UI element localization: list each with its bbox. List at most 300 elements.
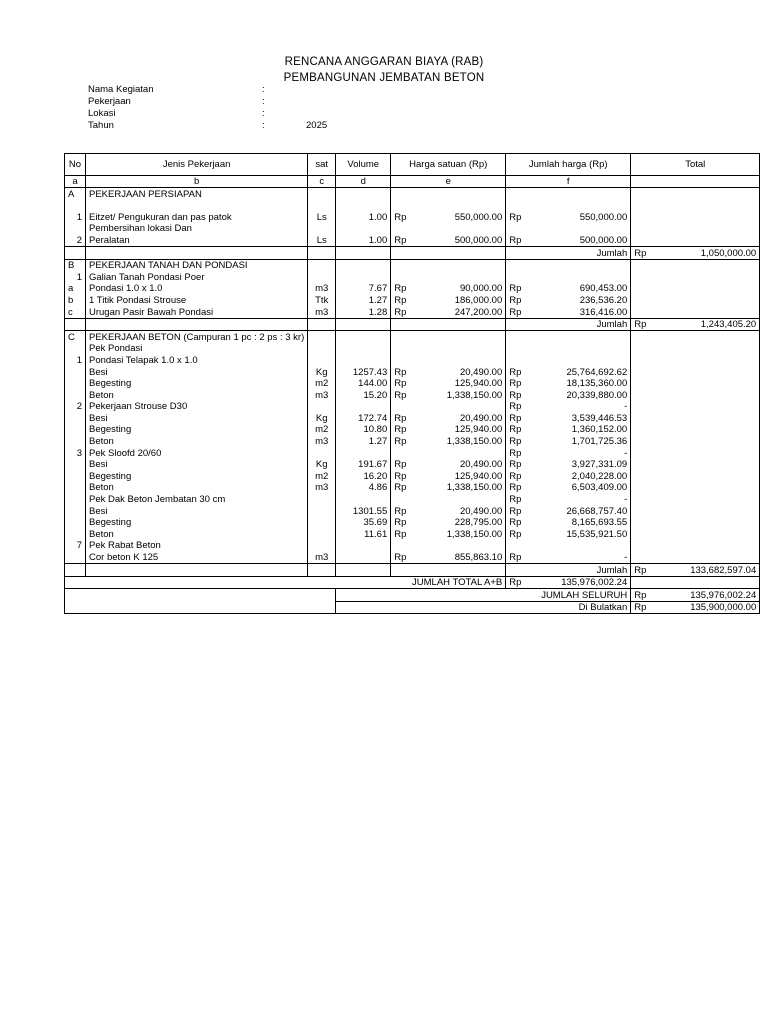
row-rp-currency: Rp [506,234,526,246]
row-total [651,211,760,223]
total-ab-label: JUMLAH TOTAL A+B [65,576,506,589]
total-seluruh-value: 135,976,002.24 [651,589,760,602]
dibulatkan-value: 135,900,000.00 [651,601,760,614]
row-rp-currency: Rp [391,366,411,378]
row-rp-currency: Rp [506,482,526,494]
table-row [65,389,760,401]
row-harga-satuan [411,343,506,355]
row-rp-currency: Rp [391,505,411,517]
row-rp-currency [631,389,651,401]
table-row [65,528,760,540]
row-jenis-pekerjaan: Besi [86,412,308,424]
row-rp-currency: Rp [506,470,526,482]
row-sat [308,528,336,540]
row-sat: m2 [308,424,336,436]
row-sat: Ls [308,211,336,223]
row-volume: 7.67 [336,283,391,295]
table-row [65,470,760,482]
row-jenis-pekerjaan: Pondasi Telapak 1.0 x 1.0 [86,354,308,366]
row-harga-satuan: 125,940.00 [411,378,506,390]
row-no [65,318,86,331]
row-volume: 1.00 [336,234,391,246]
row-jumlah-harga: Jumlah [526,246,631,259]
row-jenis-pekerjaan: PEKERJAAN TANAH DAN PONDASI [86,259,308,271]
row-rp-currency: Rp [391,412,411,424]
row-volume: 1.27 [336,435,391,447]
row-no [65,412,86,424]
row-volume: 11.61 [336,528,391,540]
row-jenis-pekerjaan: Beton [86,389,308,401]
row-rp-currency [631,331,651,343]
row-rp-currency [631,306,651,318]
row-rp-currency [391,200,411,212]
table-row [65,354,760,366]
row-harga-satuan [411,354,506,366]
row-rp-currency [506,540,526,552]
row-sat: m2 [308,378,336,390]
row-total [651,435,760,447]
row-volume: 4.86 [336,482,391,494]
row-sat [308,223,336,235]
row-rp-currency [391,447,411,459]
row-harga-satuan: 90,000.00 [411,283,506,295]
row-total [651,306,760,318]
row-jumlah-harga: 1,360,152.00 [526,424,631,436]
row-jenis-pekerjaan: Besi [86,505,308,517]
row-rp-currency [506,331,526,343]
total-seluruh-row [65,589,760,602]
row-sat [308,259,336,271]
row-no: 2 [65,401,86,413]
row-rp-currency: Rp [506,412,526,424]
row-jenis-pekerjaan: Cor beton K 125 [86,551,308,563]
row-harga-satuan [411,318,506,331]
letter-e: e [391,176,506,188]
row-jumlah-harga: 2,040,228.00 [526,470,631,482]
row-volume [336,318,391,331]
row-rp-currency [391,493,411,505]
row-jenis-pekerjaan: Pekerjaan Strouse D30 [86,401,308,413]
row-harga-satuan: 855,863.10 [411,551,506,563]
row-volume [336,564,391,577]
row-no: 3 [65,447,86,459]
row-rp-currency: Rp [391,517,411,529]
row-sat: m3 [308,482,336,494]
row-total [651,294,760,306]
subtotal-row [65,246,760,259]
row-sat: m3 [308,306,336,318]
row-jenis-pekerjaan: Begesting [86,470,308,482]
letter-row [65,176,760,188]
row-rp-currency: Rp [506,306,526,318]
row-sat [308,505,336,517]
row-harga-satuan [411,331,506,343]
row-jenis-pekerjaan: Peralatan [86,234,308,246]
subtotal-row [65,564,760,577]
row-rp-currency [631,459,651,471]
total-seluruh-label: JUMLAH SELURUH [336,589,631,602]
row-no: c [65,306,86,318]
row-no [65,505,86,517]
row-total [651,424,760,436]
row-no [65,551,86,563]
row-no [65,246,86,259]
row-volume: 1257.43 [336,366,391,378]
row-rp-currency [631,493,651,505]
row-rp-currency [506,223,526,235]
row-jenis-pekerjaan: Begesting [86,378,308,390]
row-rp-currency [631,424,651,436]
row-harga-satuan: 228,795.00 [411,517,506,529]
row-harga-satuan [411,447,506,459]
row-jenis-pekerjaan [86,564,308,577]
row-jenis-pekerjaan: Pembersihan lokasi Dan [86,223,308,235]
row-harga-satuan: 550,000.00 [411,211,506,223]
row-jumlah-harga: 316,416.00 [526,306,631,318]
row-rp-currency: Rp [506,505,526,517]
row-harga-satuan: 1,338,150.00 [411,389,506,401]
row-total: 1,050,000.00 [651,246,760,259]
row-total [651,283,760,295]
row-rp-currency: Rp [506,551,526,563]
table-row [65,366,760,378]
row-sat: m3 [308,551,336,563]
row-total [651,271,760,283]
row-volume: 10.80 [336,424,391,436]
row-volume [336,401,391,413]
row-harga-satuan: 125,940.00 [411,424,506,436]
row-no: a [65,283,86,295]
row-sat [308,246,336,259]
table-row [65,412,760,424]
row-rp-currency [631,223,651,235]
row-rp-currency: Rp [391,378,411,390]
row-jumlah-harga: 8,165,693.55 [526,517,631,529]
letter-b: b [86,176,308,188]
row-sat: m2 [308,470,336,482]
row-volume [336,447,391,459]
row-rp-currency [631,283,651,295]
row-sat [308,331,336,343]
row-jenis-pekerjaan: Eitzet/ Pengukuran dan pas patok [86,211,308,223]
document-title: RENCANA ANGGARAN BIAYA (RAB) [284,56,484,68]
row-sat: Kg [308,459,336,471]
row-no [65,482,86,494]
row-volume [336,188,391,200]
row-harga-satuan: 1,338,150.00 [411,435,506,447]
row-rp-currency [631,505,651,517]
row-volume [336,331,391,343]
row-jumlah-harga: Jumlah [526,564,631,577]
table-row [65,424,760,436]
rab-table [64,153,760,614]
header-no: No [65,154,86,176]
row-volume [336,200,391,212]
row-rp-currency: Rp [391,294,411,306]
row-rp-currency [391,401,411,413]
table-row [65,459,760,471]
row-harga-satuan: 20,490.00 [411,412,506,424]
row-total [651,482,760,494]
row-rp-currency [506,259,526,271]
row-rp-currency [391,223,411,235]
row-jumlah-harga: - [526,493,631,505]
row-jenis-pekerjaan: Besi [86,366,308,378]
row-rp-currency [506,354,526,366]
row-rp-currency: Rp [506,378,526,390]
row-total [651,493,760,505]
row-total [651,234,760,246]
info-colon: : [262,84,265,95]
row-harga-satuan: 20,490.00 [411,505,506,517]
row-no [65,424,86,436]
row-rp-currency: Rp [391,551,411,563]
row-total [651,540,760,552]
row-rp-currency: Rp [506,211,526,223]
row-rp-currency: Rp [391,528,411,540]
row-rp-currency [631,528,651,540]
row-volume: 144.00 [336,378,391,390]
row-rp-currency [631,211,651,223]
row-total [651,447,760,459]
row-no [65,200,86,212]
row-jenis-pekerjaan: Pek Dak Beton Jembatan 30 cm [86,493,308,505]
row-sat: Kg [308,366,336,378]
row-harga-satuan [411,564,506,577]
row-no [65,459,86,471]
header-sat: sat [308,154,336,176]
table-row [65,259,760,271]
row-rp-currency [391,259,411,271]
row-jumlah-harga: 236,536.20 [526,294,631,306]
row-jenis-pekerjaan: Galian Tanah Pondasi Poer [86,271,308,283]
row-jumlah-harga: 3,927,331.09 [526,459,631,471]
row-sat [308,318,336,331]
table-row [65,482,760,494]
info-colon: : [262,108,265,119]
row-rp-currency [391,343,411,355]
row-total: 133,682,597.04 [651,564,760,577]
row-no: 1 [65,354,86,366]
table-row [65,401,760,413]
row-sat: m3 [308,283,336,295]
row-jenis-pekerjaan: Pek Pondasi [86,343,308,355]
info-label-pekerjaan: Pekerjaan [88,96,131,107]
table-row [65,331,760,343]
row-rp-currency: Rp [391,211,411,223]
row-total [651,223,760,235]
info-value-tahun: 2025 [306,120,328,131]
row-sat [308,517,336,529]
info-label-tahun: Tahun [88,120,114,131]
row-rp-currency: Rp [631,246,651,259]
row-no [65,378,86,390]
row-jumlah-harga: 6,503,409.00 [526,482,631,494]
row-total [651,378,760,390]
row-rp-currency [631,188,651,200]
row-jenis-pekerjaan: PEKERJAAN PERSIAPAN [86,188,308,200]
row-volume [336,540,391,552]
row-total [651,366,760,378]
row-jumlah-harga: 15,535,921.50 [526,528,631,540]
row-no: B [65,259,86,271]
row-total [651,517,760,529]
row-no: 2 [65,234,86,246]
row-jumlah-harga: 20,339,880.00 [526,389,631,401]
row-sat [308,188,336,200]
row-volume [336,271,391,283]
row-jumlah-harga [526,200,631,212]
row-no [65,223,86,235]
row-sat: Ls [308,234,336,246]
row-rp-currency: Rp [391,306,411,318]
row-rp-currency: Rp [391,424,411,436]
row-no [65,470,86,482]
row-total [651,401,760,413]
row-rp-currency [631,343,651,355]
row-rp-currency: Rp [391,389,411,401]
letter-f: f [506,176,631,188]
row-rp-currency [391,564,411,577]
table-row [65,551,760,563]
letter-a: a [65,176,86,188]
row-harga-satuan [411,223,506,235]
table-row [65,223,760,235]
row-rp-currency: Rp [506,447,526,459]
table-row [65,306,760,318]
row-no: b [65,294,86,306]
row-no [65,493,86,505]
table-row [65,188,760,200]
total-ab-value: 135,976,002.24 [526,576,631,589]
table-row [65,493,760,505]
row-jumlah-harga: - [526,447,631,459]
row-no: 7 [65,540,86,552]
row-rp-currency: Rp [506,424,526,436]
row-no [65,435,86,447]
info-colon: : [262,96,265,107]
row-rp-currency [391,331,411,343]
header-harga-satuan: Harga satuan (Rp) [391,154,506,176]
row-harga-satuan: 125,940.00 [411,470,506,482]
header-jenis-pekerjaan: Jenis Pekerjaan [86,154,308,176]
table-row [65,378,760,390]
row-volume [336,493,391,505]
row-sat: m3 [308,435,336,447]
row-jumlah-harga: - [526,401,631,413]
row-volume: 1301.55 [336,505,391,517]
row-jenis-pekerjaan: Begesting [86,517,308,529]
row-harga-satuan [411,271,506,283]
row-rp-currency [391,246,411,259]
row-jumlah-harga [526,188,631,200]
row-no [65,389,86,401]
row-volume [336,246,391,259]
row-rp-currency [631,234,651,246]
row-jumlah-harga [526,331,631,343]
row-rp-currency: Rp [506,435,526,447]
row-no [65,564,86,577]
row-harga-satuan: 1,338,150.00 [411,528,506,540]
row-rp-currency [631,294,651,306]
table-row [65,211,760,223]
row-rp-currency [631,412,651,424]
row-rp-currency: Rp [391,435,411,447]
row-total [651,459,760,471]
row-jumlah-harga [526,540,631,552]
row-no [65,517,86,529]
row-rp-currency [631,540,651,552]
row-volume: 35.69 [336,517,391,529]
row-no [65,528,86,540]
row-sat [308,564,336,577]
row-jumlah-harga: 26,668,757.40 [526,505,631,517]
row-rp-currency [506,564,526,577]
row-sat [308,401,336,413]
row-rp-currency: Rp [391,470,411,482]
row-rp-currency: Rp [631,318,651,331]
row-total: 1,243,405.20 [651,318,760,331]
total-seluruh-rp: Rp [631,589,651,602]
dibulatkan-rp: Rp [631,601,651,614]
row-volume: 16.20 [336,470,391,482]
row-total [651,412,760,424]
header-jumlah-harga: Jumlah harga (Rp) [506,154,631,176]
row-harga-satuan [411,259,506,271]
row-rp-currency [631,366,651,378]
row-sat: m3 [308,389,336,401]
row-jumlah-harga: 25,764,692.62 [526,366,631,378]
row-rp-currency [631,517,651,529]
table-row [65,540,760,552]
table-row [65,234,760,246]
row-rp-currency [631,551,651,563]
row-volume: 172.74 [336,412,391,424]
row-volume: 1.00 [336,211,391,223]
blank-cell [65,601,336,614]
row-jumlah-harga: Jumlah [526,318,631,331]
table-row [65,505,760,517]
row-rp-currency [631,447,651,459]
row-rp-currency [631,378,651,390]
row-harga-satuan: 20,490.00 [411,459,506,471]
row-rp-currency [506,343,526,355]
row-harga-satuan [411,246,506,259]
row-jenis-pekerjaan: Pek Sloofd 20/60 [86,447,308,459]
row-sat [308,271,336,283]
row-jenis-pekerjaan: Urugan Pasir Bawah Pondasi [86,306,308,318]
row-jumlah-harga: 18,135,360.00 [526,378,631,390]
info-colon: : [262,120,265,131]
row-harga-satuan: 186,000.00 [411,294,506,306]
row-total [651,389,760,401]
letter-d: d [336,176,391,188]
table-row [65,447,760,459]
row-volume [336,354,391,366]
row-total [651,200,760,212]
blank-cell [65,589,336,602]
row-rp-currency [506,318,526,331]
row-rp-currency: Rp [391,459,411,471]
row-rp-currency: Rp [631,564,651,577]
row-no [65,343,86,355]
letter-c: c [308,176,336,188]
dibulatkan-label: Di Bulatkan [336,601,631,614]
table-row [65,294,760,306]
row-total [651,470,760,482]
row-rp-currency [631,271,651,283]
row-volume [336,551,391,563]
